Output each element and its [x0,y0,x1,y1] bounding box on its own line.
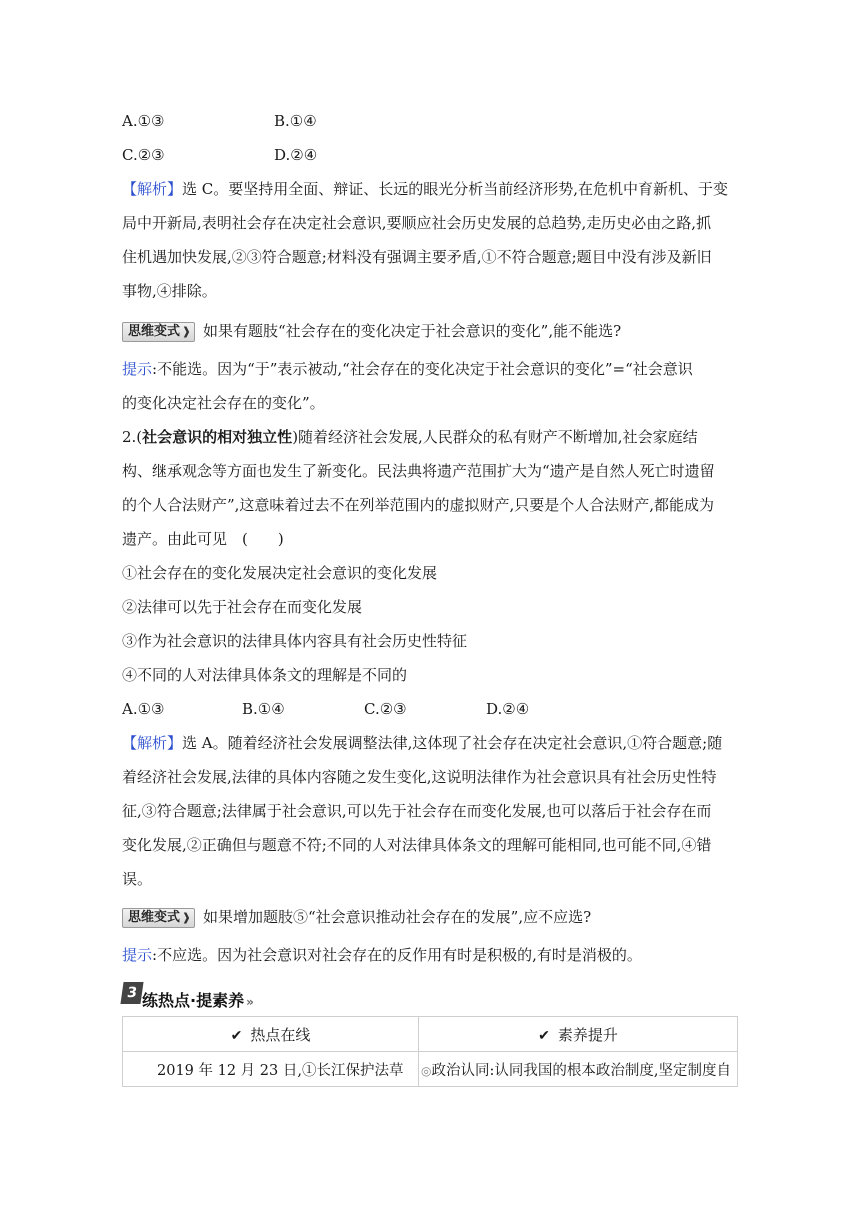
q1-variant-question: 思维变式 ❱ 如果有题肢“社会存在的变化决定于社会意识的变化”,能不能选? [122,320,621,342]
q2-topic: 社会意识的相对独立性 [142,428,293,446]
q1-hint-line-1: 提示:不能选。因为“于”表示被动,“社会存在的变化决定于社会意识的变化”=“社会意识 [122,360,693,378]
q2-item-4: ④不同的人对法律具体条文的理解是不同的 [122,666,408,684]
variant-badge: 思维变式 ❱ [122,908,195,928]
q2-stem-line-4: 遗产。由此可见 ( ) [122,530,284,548]
q1-analysis-line-4: 事物,④排除。 [122,282,217,300]
table-row [123,1052,738,1087]
table-cell-hot: 2019 年 12 月 23 日,①长江保护法草 [123,1052,419,1087]
q2-analysis-line-2: 着经济社会发展,法律的具体内容随之发生变化,这说明法律作为社会意识具有社会历史性特 [122,768,717,786]
analysis-tag: 【解析】 [122,734,183,752]
q1-analysis-line-1: 【解析】选 C。要坚持用全面、辩证、长远的眼光分析当前经济形势,在危机中育新机、于变 [122,180,729,198]
table-cell-literacy: ◎政治认同:认同我国的根本政治制度,坚定制度自 [419,1052,738,1087]
q2-item-3: ③作为社会意识的法律具体内容具有社会历史性特征 [122,632,468,650]
q2-stem-line-3: 的个人合法财产”,这意味着过去不在列举范围内的虚拟财产,只要是个人合法财产,都能成为 [122,496,714,514]
q2-option-b: B.①④ [242,700,285,718]
q1-option-b: B.①④ [274,112,317,130]
q2-analysis-line-1: 【解析】选 A。随着经济社会发展调整法律,这体现了社会存在决定社会意识,①符合题意;随 [122,734,723,752]
circle-marker-icon: ◎ [421,1063,432,1078]
section-title: 练热点·提素养 » [142,991,254,1010]
q2-option-c: C.②③ [364,700,407,718]
table-header-hot: ✔ 热点在线 [123,1017,419,1052]
checkbox-icon: ✔ [230,1027,243,1044]
hot-topic-table [122,1016,738,1087]
q1-hint-line-2: 的变化决定社会存在的变化”。 [122,394,325,412]
variant-badge: 思维变式 ❱ [122,322,195,342]
table-header-row [123,1017,738,1052]
q2-item-1: ①社会存在的变化发展决定社会意识的变化发展 [122,564,438,582]
q2-stem-line-2: 构、继承观念等方面也发生了新变化。民法典将遗产范围扩大为“遗产是自然人死亡时遗留 [122,462,715,480]
q2-stem-line-1: 2.(社会意识的相对独立性)随着经济社会发展,人民群众的私有财产不断增加,社会家庭结 [122,428,698,446]
section-number-icon: 3 [120,982,143,1004]
q2-hint-line: 提示:不应选。因为社会意识对社会存在的反作用有时是积极的,有时是消极的。 [122,946,642,964]
chevron-right-icon: ❱ [181,325,192,338]
q1-analysis-line-2: 局中开新局,表明社会存在决定社会意识,要顺应社会历史发展的总趋势,走历史必由之路,抓 [122,214,712,232]
double-chevron-icon: » [246,995,254,1009]
chevron-right-icon: ❱ [181,911,192,924]
hint-tag: 提示 [122,360,153,378]
q2-analysis-line-4: 变化发展,②正确但与题意不符;不同的人对法律具体条文的理解可能相同,也可能不同,④错 [122,836,712,854]
q1-option-d: D.②④ [274,146,318,164]
analysis-tag: 【解析】 [122,180,183,198]
q2-item-2: ②法律可以先于社会存在而变化发展 [122,598,363,616]
q2-analysis-line-3: 征,③符合题意;法律属于社会意识,可以先于社会存在而变化发展,也可以落后于社会存在而 [122,802,712,820]
q1-option-a: A.①③ [122,112,165,130]
q1-option-c: C.②③ [122,146,165,164]
table-header-literacy: ✔ 素养提升 [419,1017,738,1052]
hint-tag: 提示 [122,946,153,964]
q2-variant-question: 思维变式 ❱ 如果增加题肢⑤“社会意识推动社会存在的发展”,应不应选? [122,906,591,928]
q2-option-d: D.②④ [486,700,530,718]
checkbox-icon: ✔ [538,1027,550,1044]
q2-option-a: A.①③ [122,700,165,718]
q1-analysis-line-3: 住机遇加快发展,②③符合题意;材料没有强调主要矛盾,①不符合题意;题目中没有涉及新旧 [122,248,712,266]
q2-analysis-line-5: 误。 [122,870,153,888]
